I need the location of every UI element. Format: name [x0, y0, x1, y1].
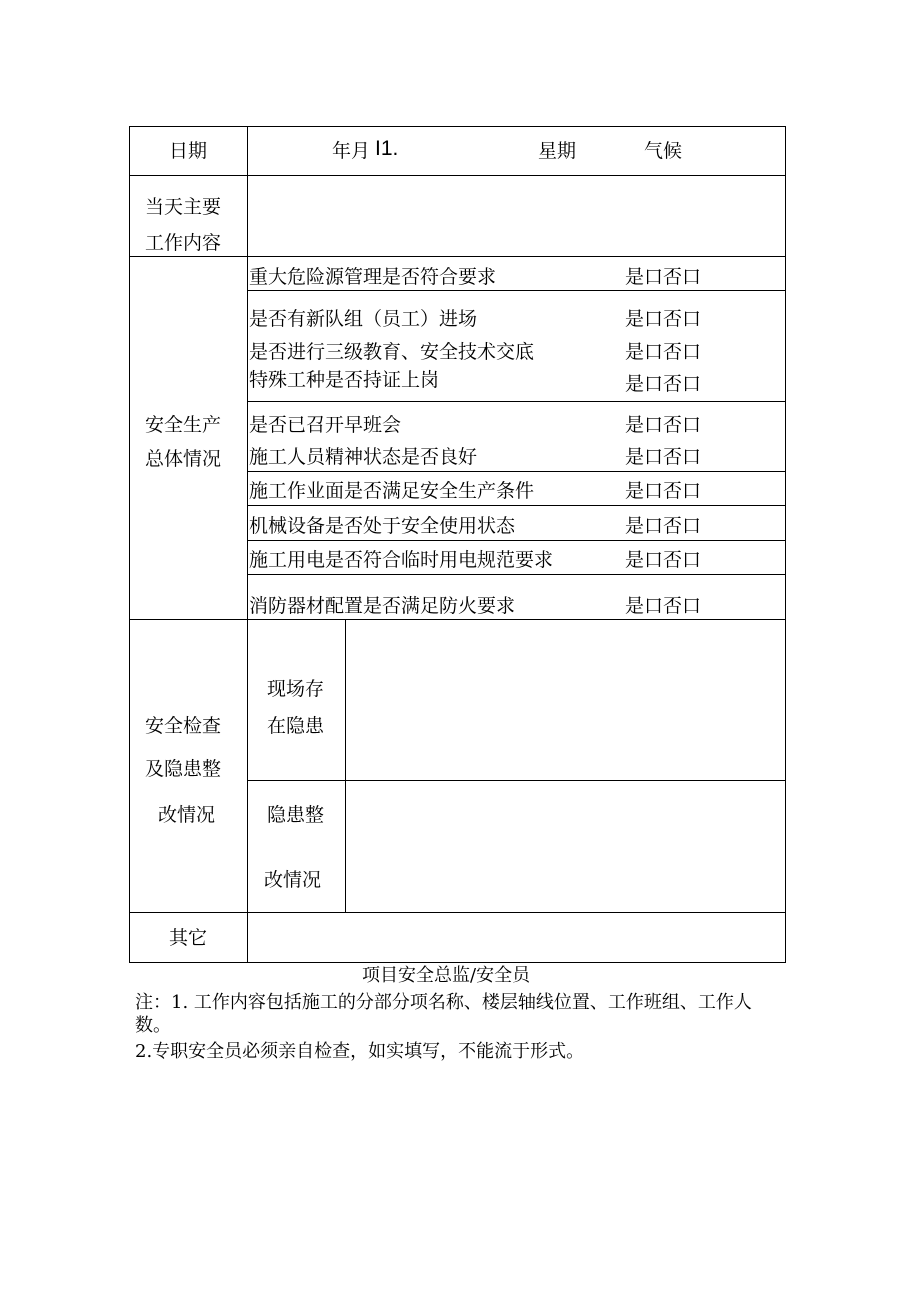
safety-overview-label-line2: 总体情况	[145, 448, 222, 470]
hazards-label-line2: 在隐患	[267, 715, 325, 737]
item-divider	[247, 505, 786, 506]
table-bottom-border	[129, 962, 786, 963]
check-item-text: 是否已召开早班会	[249, 414, 402, 436]
row-divider	[129, 256, 786, 257]
check-item-choice[interactable]: 是口否口	[625, 414, 702, 436]
check-item-text: 施工作业面是否满足安全生产条件	[249, 480, 535, 502]
weather-field[interactable]: 气候	[644, 140, 683, 162]
signature-line: 项目安全总监/安全员	[362, 965, 531, 986]
item-divider	[247, 574, 786, 575]
check-item-text: 消防器材配置是否满足防火要求	[249, 595, 516, 617]
hazards-field[interactable]	[346, 620, 785, 780]
note-line1: 注：1. 工作内容包括施工的分部分项名称、楼层轴线位置、工作班组、工作人	[135, 992, 752, 1013]
work-content-field[interactable]	[248, 176, 785, 256]
table-top-border	[129, 126, 786, 127]
item-divider	[247, 290, 786, 291]
check-item-choice[interactable]: 是口否口	[625, 515, 702, 537]
check-item-text: 机械设备是否处于安全使用状态	[249, 515, 516, 537]
other-field[interactable]	[248, 913, 785, 962]
inspection-label-line1: 安全检查	[145, 715, 222, 737]
rectify-label-line2: 改情况	[264, 869, 322, 891]
note-line3: 2.专职安全员必须亲自检查，如实填写，不能流于形式。	[135, 1041, 585, 1062]
other-label: 其它	[168, 927, 207, 949]
rectify-field[interactable]	[346, 781, 785, 912]
work-content-label-line1: 当天主要	[145, 196, 222, 218]
check-item-text: 重大危险源管理是否符合要求	[249, 266, 497, 288]
check-item-text: 特殊工种是否持证上岗	[249, 369, 440, 391]
item-divider	[247, 471, 786, 472]
check-item-text: 施工人员精神状态是否良好	[249, 446, 478, 468]
check-item-choice[interactable]: 是口否口	[625, 373, 702, 395]
safety-overview-label-line1: 安全生产	[145, 414, 222, 436]
date-day: I1.	[375, 137, 399, 160]
note-line2: 数。	[135, 1015, 171, 1036]
date-label: 日期	[168, 140, 207, 162]
check-item-text: 施工用电是否符合临时用电规范要求	[249, 549, 554, 571]
item-divider	[247, 540, 786, 541]
check-item-choice[interactable]: 是口否口	[625, 341, 702, 363]
table-left-border	[129, 126, 130, 963]
table-right-border	[785, 126, 786, 963]
check-item-choice[interactable]: 是口否口	[625, 480, 702, 502]
check-item-choice[interactable]: 是口否口	[625, 549, 702, 571]
check-item-text: 是否进行三级教育、安全技术交底	[249, 341, 535, 363]
check-item-choice[interactable]: 是口否口	[625, 308, 702, 330]
item-divider	[247, 401, 786, 402]
date-year-month: 年月	[332, 140, 371, 162]
check-item-choice[interactable]: 是口否口	[625, 446, 702, 468]
inspection-label-line2: 及隐患整	[145, 758, 222, 780]
rectify-label-line1: 隐患整	[267, 804, 325, 826]
inspection-label-line3: 改情况	[158, 804, 216, 826]
weekday-field[interactable]: 星期	[538, 140, 577, 162]
check-item-choice[interactable]: 是口否口	[625, 266, 702, 288]
check-item-text: 是否有新队组（员工）进场	[249, 308, 478, 330]
check-item-choice[interactable]: 是口否口	[625, 595, 702, 617]
hazards-label-line1: 现场存	[267, 678, 325, 700]
work-content-label-line2: 工作内容	[145, 232, 222, 254]
